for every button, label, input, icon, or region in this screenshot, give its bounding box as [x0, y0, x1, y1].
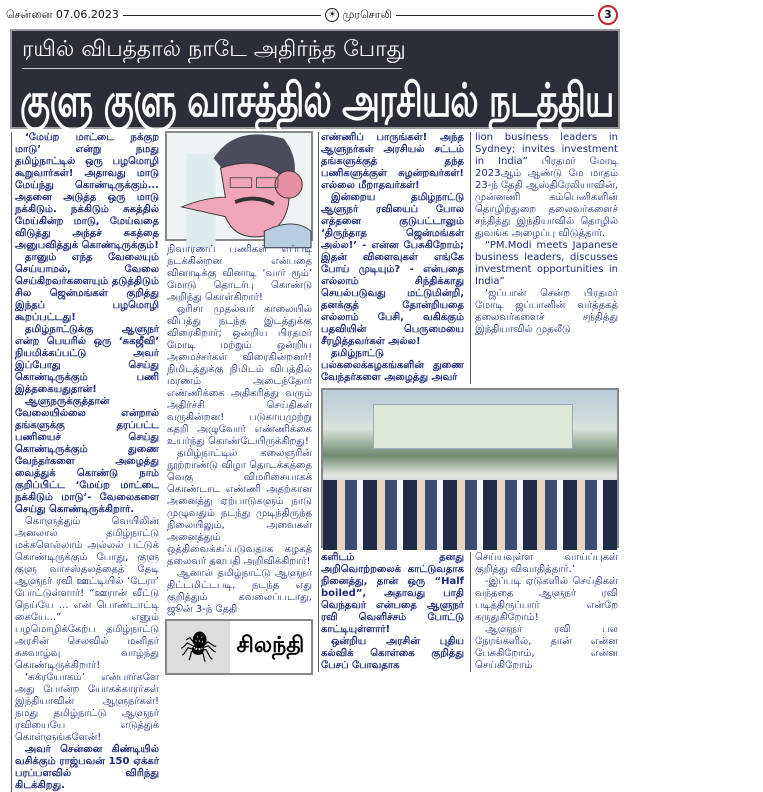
paragraph: இன்றைய தமிழ்நாட்டு ஆளுநர் ரவியைப் போல எத்தனை குடுபட்டாலும் ‘திருந்தாத ஜென்மங்கள் அல்ல!’ - என்ன பேசுகிறோம்; இதன் விளைவுகள் எங்கே போய் முடியும்? - என்பதை எல்லாம் சிந்திக்காது செயல்படுவது மட்டுமின்றி, தனக்குத் தோன்றியதை எல்லாம் பேசி, வகிக்கும் பதவியின் பெருமையை சீரழித்தவர்கள் அல்ல! — [321, 192, 464, 347]
headline-kicker: ரயில் விபத்தால் நாடே அதிர்ந்த போது — [22, 37, 402, 69]
article-column-5 — [321, 552, 464, 672]
paragraph: ஒன்றிய அரசின் புதிய கல்விக் கொள்கை குறித்து பேசப் போவதாக — [321, 636, 464, 671]
paragraph: எண்ணிப் பாருங்கள்! அந்த ஆளுநர்கள் அரசியல் சட்டம் தங்களுக்குத் தந்த பணிகளுக்குள் சுழன்றவர்கள்! எல்லை மீறாதவர்கள்! — [321, 132, 464, 191]
paragraph: -இப்படி ஏடுகளில் செய்திகள் வந்ததை ஆளுநர் ரவி படித்திருப்பார் என்றே கருதுகிறோம்! — [475, 576, 618, 623]
paragraph: அவர் சென்னை கிண்டியில் வசிக்கும் ராஜ்பவன் 150 ஏக்கர் பரப்பளவில் விரிந்து கிடக்கிறது. — [15, 744, 159, 791]
spider-icon: 🕷 — [167, 621, 230, 673]
paper-name: முரசொலி — [342, 7, 392, 21]
paragraph: கொளுத்தும் வெயிலின் அனலால் தமிழ்நாட்டு மக்களெல்லாம் அல்லல் பட்டுக் கொண்டிருக்கும் போது, குளு குளு வாசஸ்தலத்தைத் தேடி ஆளுநர் ரவி ஊட்டியில் ‘டேரா’ போட்டுள்ளார்! “ஊரான் வீட்டு நெய்யே ... என் பொண்டாட்டி கையே...” எனும் பழமொழிக்கேற்ப தமிழ்நாட்டு அரசின் செலவில் மனிதர் சுகவாழ்வு வாழ்ந்து கொண்டிருக்கிறார்! — [15, 516, 159, 671]
paragraph: களிடம் தனது அறிவொற்றலைக் காட்டுவதாக நினைத்து, தான் ஒரு “Half boiled”, அதாவது பாதி வெந்தவர் என்பதை ஆளுநர் ரவி வெளிச்சம் போட்டு காட்டியுள்ளார்! — [321, 552, 464, 635]
paragraph: ஒரிசா முதல்வர் காலையில் விபத்து நடந்த இடத்துக்கு விரைகிறார்; ஒன்றிய பிரதமர் மோடி மற்றும் ஒன்றிய அமைச்சர்கள் விரைகின்றனர்! நிமிடத்துக்கு நிமிடம் விபத்தில் மரணம் அடைந்தோர் எண்ணிக்கை அதிகரித்து வரும் அதிர்ச்சி செய்திகள் வருகின்றன! படுகாயமுற்று கதறி அழுவோர் எண்ணிக்கை உயர்ந்து கொண்டேயிருக்கிறது! — [167, 304, 312, 447]
paragraph: ஆளுநர் ரவி பல நேரங்களில், தான் என்ன பேசுகிறோம், என்ன செய்கிறோம் — [475, 624, 618, 671]
divider — [123, 15, 321, 16]
right-section — [318, 132, 618, 672]
paragraph: ‘சுக்ரயோகம்’ என்பார்களே அது போன்ற யோகக்காரர்கள் இந்தியாவின் ஆளுநர்கள்! நமது தமிழ்நாட்டு ஆளுநர் ரவியையே எடுத்துக் கொள்ளுங்களேன்! — [15, 672, 159, 743]
city-date: சென்னை 07.06.2023 — [6, 7, 119, 21]
article-column-6 — [470, 552, 618, 672]
paragraph: “PM.Modi meets Japanese business leaders, discusses investment opportunities in India” — [475, 240, 618, 287]
lower-columns — [321, 552, 618, 672]
paragraph: ‘மேய்ற மாட்டை நக்குற மாடு’ என்று நமது தமிழ்நாட்டில் ஒரு பழமொழி கூறுவார்கள்! அதாவது மாடு மேய்ந்து கொண்டிருக்கும்... அதனை அடுத்த ஒரு மாடு நக்கிடும். நக்கிடும் சுகத்தில் மேய்கின்ற மாடு, மேய்வதை விடுத்து அந்தச் சுகத்தை அனுபவித்துக் கொண்டிருக்கும்! — [15, 132, 159, 251]
paragraph: ‘ஜப்பான் சென்ற பிரதமர் மோடி ஜப்பானின் வர்த்தகத் தலைவர்களைச் சந்தித்து இந்தியாவில் முதலீடு — [475, 288, 618, 335]
cartoon-image — [165, 131, 313, 241]
article-column-2 — [167, 244, 312, 616]
columnist-name: சிலந்தி — [236, 633, 305, 658]
article-column-1 — [11, 132, 159, 792]
page-number: 3 — [598, 5, 618, 25]
paragraph: தமிழ்நாட்டு பல்கலைக்கழகங்களின் துணை வேந்தர்களை அழைத்து அவர் — [321, 348, 464, 383]
paper-logo — [325, 8, 392, 23]
spider-byline-box — [165, 619, 313, 675]
divider — [396, 15, 594, 16]
paragraph: தானும் எந்த வேலையும் செய்யாமல், வேலை செய்கிறவர்களையும் தடுத்திடும் சில ஜென்மங்கள் குறித்து இந்தப் பழமொழி கூறப்பட்டது! — [15, 252, 159, 323]
article-column-3 — [321, 132, 464, 384]
paragraph: தமிழ்நாட்டில் கலைஞரின் நூற்றாண்டு விழா தொடக்கத்தை வெகு விமரிசையாகக் கொண்டாட எண்ணி அதற்கான அனைத்து ஏற்பாடுகளும் நாடு முழுவதும் நடந்து முடிந்திருந்த நிலையிலும், அவைகள் அனைத்தும் ஒத்திவைக்கப்படுவதாக கழகத் தலைவர் தளபதி அறிவிக்கிறார்! — [167, 448, 312, 567]
middle-column — [165, 131, 313, 675]
upper-columns — [321, 132, 618, 384]
paragraph: தமிழ்நாட்டுக்கு ஆளுநர் என்ற பெயரில் ஒரு ‘சுகஜீவி’ நியமிக்கப்பட்டு அவர் இப்போது செய்து கொண்டிருக்கும் பணி இத்தகையதுதான்! — [15, 324, 159, 395]
headline-title: குளு குளு வாசத்தில் அரசியல் நடத்திய ஆளுநர்! — [20, 73, 763, 127]
paragraph: ஆனால் தமிழ்நாட்டு ஆளுநர் திட்டமிட்டபடி, நடந்த எது குறித்தும் கவலைப்படாது, ஜூன் 3-ந் தேதி — [167, 568, 312, 615]
paragraph: ஆளுநருக்குத்தான் வேலையில்லை என்றால் தங்களுக்கு தரப்பட்ட பணியைச் செய்து கொண்டிருக்கும் துணை வேந்தர்களை அழைத்து வைத்துக் கொண்டு நாம் குறிப்பிட்ட ‘மேய்ற மாட்டை நக்கிடும் மாடு’- வேலைகளை செய்து கொண்டிருக்கிறார். — [15, 396, 159, 515]
audience-image — [323, 480, 617, 550]
paragraph: lion business leaders in Sydney; invites investment in India” பிரதமர் மோடி 2023ஆம் ஆண்டு மே மாதம் 23-ந் தேதி ஆஸ்திரேலியாவின், முன்னணி கம்பெனிகளின் தொழிற்துறை தலைவர்களைச் சந்தித்து இந்தியாவில் தொழில் துவங்க அழைப்பு விடுத்தார். — [475, 132, 618, 239]
governor-caricature-icon — [167, 133, 311, 239]
building-image — [373, 404, 573, 449]
emblem-icon: ☀ — [325, 8, 339, 22]
paragraph: நிவாரணப் பணிகள் எப்படி நடக்கின்றன என்பதை வினாடிக்கு வினாடி ‘வார் ரூம்’ மோடு தொடர்பு கொண்டு அறிந்து கொள்கிறார்! — [167, 244, 312, 303]
raj-bhavan-meeting-photo — [321, 388, 619, 548]
headline-box — [10, 29, 763, 129]
masthead-bar — [6, 6, 618, 24]
paragraph: செய்யவுள்ள வாய்ப்புகள் குறித்து விவாதித்தார்.’ — [475, 552, 618, 575]
article-column-4 — [470, 132, 618, 384]
